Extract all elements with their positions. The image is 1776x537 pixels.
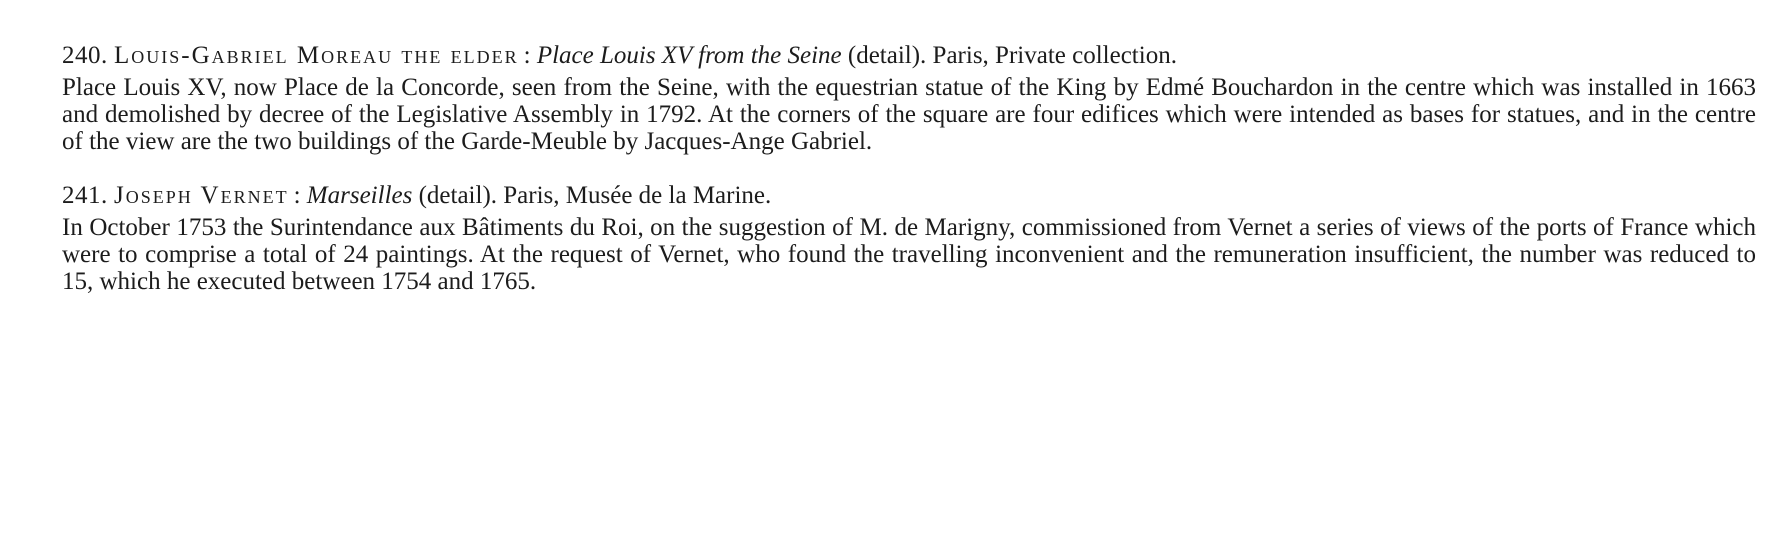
artwork-details: (detail). Paris, Private collection. — [847, 42, 1177, 69]
figure-number: 240. — [62, 42, 108, 69]
caption-heading — [62, 178, 1756, 214]
artist-name: Joseph Vernet — [114, 182, 289, 209]
caption-entry-240 — [62, 38, 1756, 155]
artist-separator: : — [288, 182, 307, 209]
caption-entry-241 — [62, 178, 1756, 295]
artwork-details: (detail). Paris, Musée de la Marine. — [418, 182, 772, 209]
artist-separator: : — [518, 42, 537, 69]
caption-heading — [62, 38, 1756, 74]
figure-number: 241. — [62, 182, 108, 209]
caption-page — [62, 38, 1756, 295]
artwork-title: Place Louis XV from the Seine — [536, 42, 842, 69]
artwork-title: Marseilles — [306, 182, 413, 209]
caption-description: Place Louis XV, now Place de la Concorde, seen from the Seine, with the equestrian statue of the King by Edmé Bouchardon in the centre which was installed in 1663 and demolished by decree of the Legislative Assembly in 1792. At the corners of the square are four edifices which were intended as bases for statues, and in the centre of the view are the two buildings of the Garde-Meuble by Jacques-Ange Gabriel. — [62, 74, 1756, 155]
artist-name: Louis-Gabriel Moreau the elder — [114, 42, 519, 69]
caption-description: In October 1753 the Surintendance aux Bâtiments du Roi, on the suggestion of M. de Marigny, commissioned from Vernet a series of views of the ports of France which were to comprise a total of 24 paintings. At the request of Vernet, who found the travelling inconvenient and the remuneration insufficient, the number was reduced to 15, which he executed between 1754 and 1765. — [62, 214, 1756, 295]
